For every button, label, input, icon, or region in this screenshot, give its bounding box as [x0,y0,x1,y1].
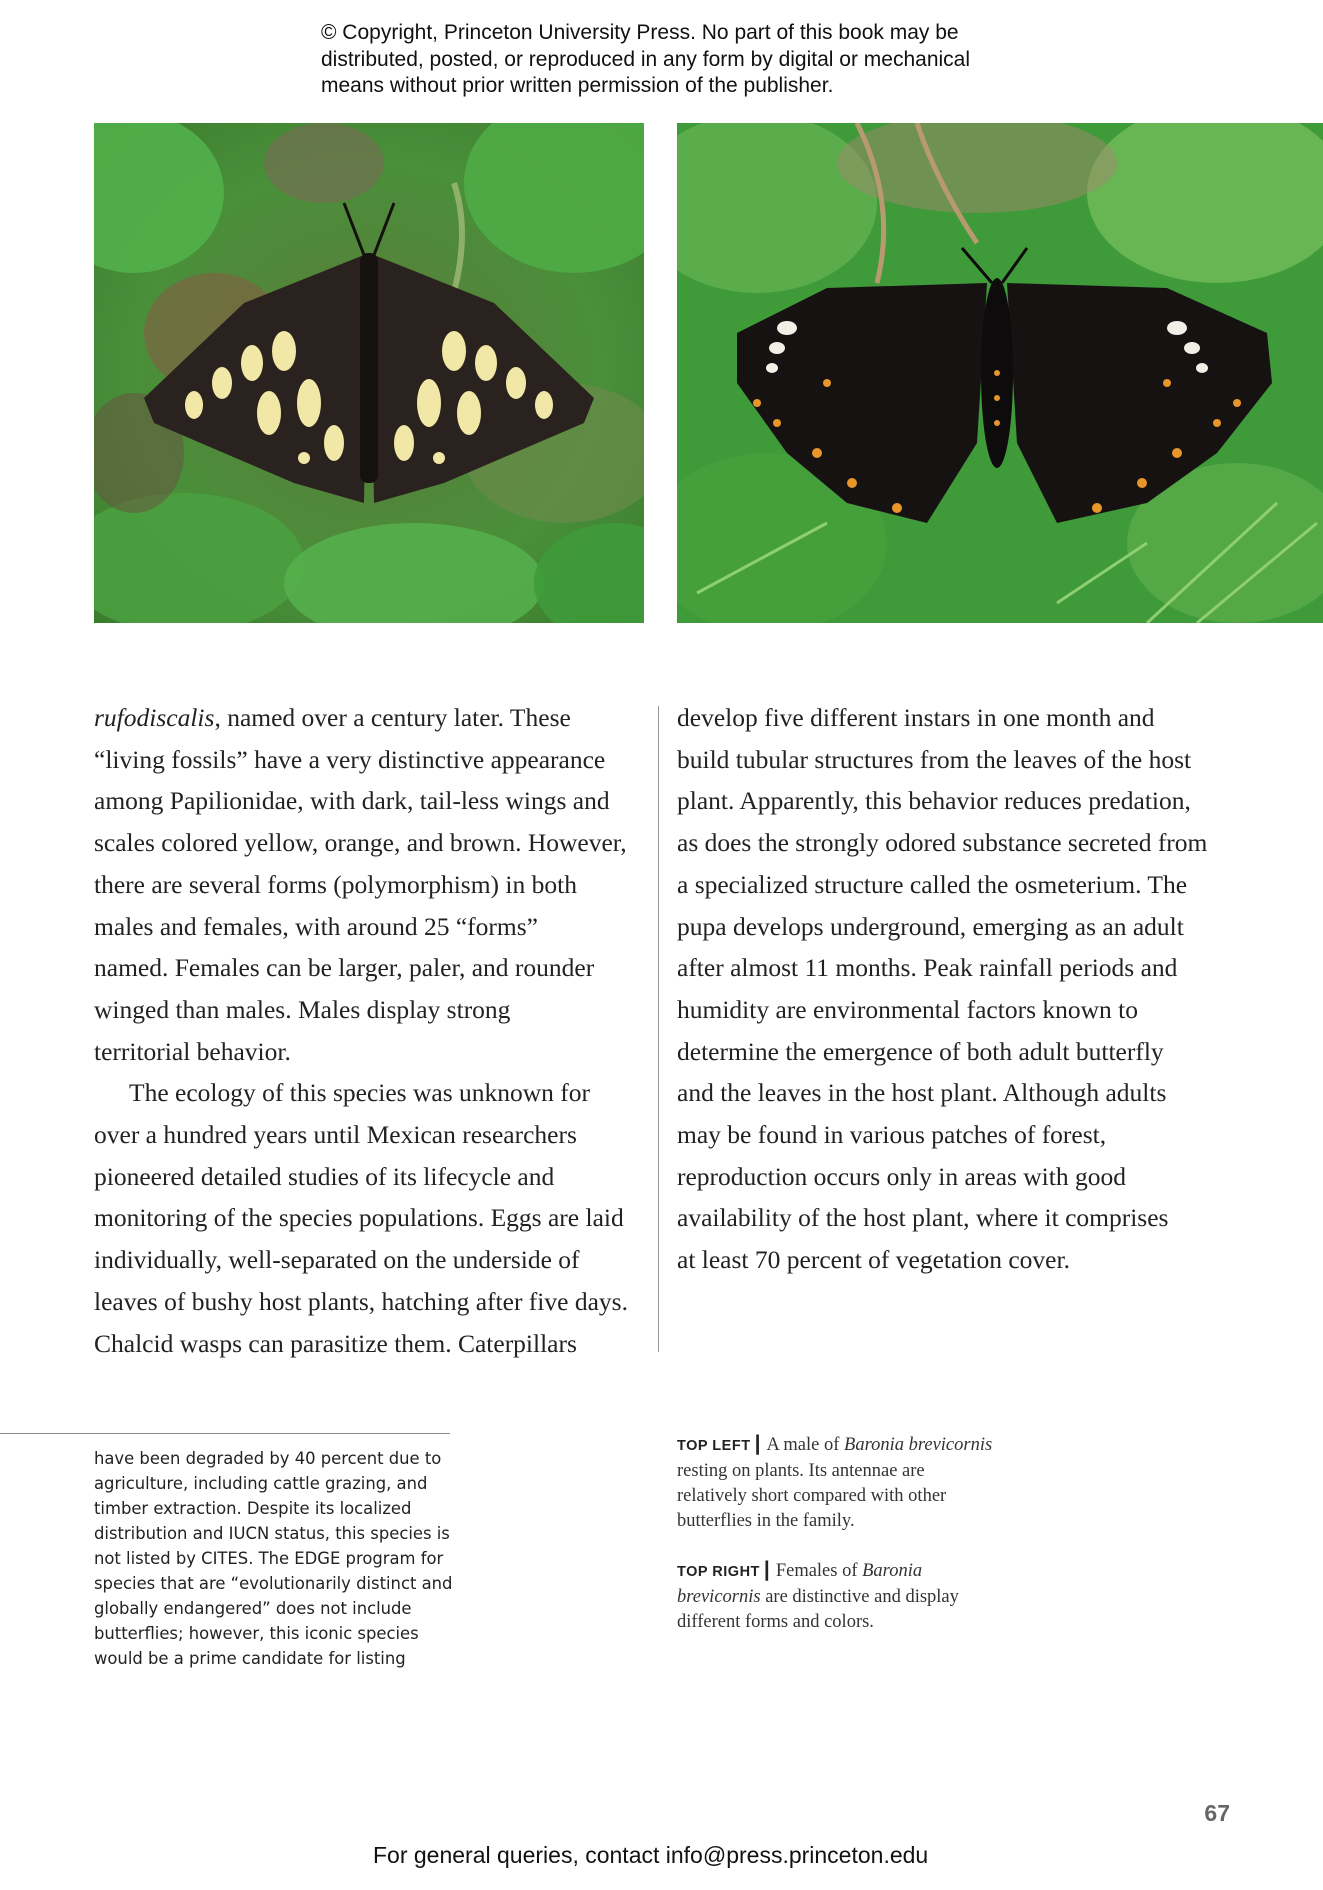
sidebar-line: not listed by CITES. The EDGE program for [94,1549,444,1568]
text-line: leaves of bushy host plants, hatching after five days. [94,1286,628,1316]
text-line: after almost 11 months. Peak rainfall periods and [677,953,1178,983]
text-line: pioneered detailed studies of its lifecycle and [94,1161,555,1191]
column-divider [658,706,659,1352]
sidebar-line: butterflies; however, this iconic species [94,1624,419,1643]
text-line: availability of the host plant, where it comprises [677,1203,1169,1233]
caption-first-line: TOP LEFT | A male of Baronia brevicornis [677,1432,993,1455]
text-line: The ecology of this species was unknown for [129,1078,591,1108]
species-name: Baronia brevicornis [844,1435,993,1455]
caption-first-line: TOP RIGHT | Females of Baronia [677,1558,923,1581]
text-line: individually, well-separated on the underside of [94,1245,580,1275]
text-line: there are several forms (polymorphism) in both [94,869,577,899]
species-name: Baronia [862,1561,923,1581]
page-number: 67 [1204,1800,1230,1826]
text-line: territorial behavior. [94,1036,291,1066]
body-right-column [677,697,1257,1281]
text-line: pupa develops underground, emerging as an adult [677,911,1184,941]
caption-line: brevicornis are distinctive and display [677,1587,959,1607]
species-name: rufodiscalis [94,703,215,732]
text-line: and the leaves in the host plant. Although adults [677,1078,1167,1108]
photo-male-butterfly [94,123,644,623]
text-line: “living fossils” have a very distinctive appearance [94,744,606,774]
text-line: humidity are environmental factors known to [677,994,1139,1024]
caption-top-left [677,1431,1057,1534]
sidebar-text [94,1446,454,1671]
text-line: determine the emergence of both adult butterfly [677,1036,1164,1066]
text-line: monitoring of the species populations. Eggs are laid [94,1203,624,1233]
body-left-column [94,697,654,1364]
text-line: scales colored yellow, orange, and brown. However, [94,828,627,858]
species-name: brevicornis [677,1587,761,1607]
text-line: plant. Apparently, this behavior reduces predation, [677,786,1191,816]
text-line: among Papilionidae, with dark, tail-less wings and [94,786,610,816]
footer-contact: For general queries, contact info@press.princeton.edu [373,1842,929,1868]
photo-female-butterfly [677,123,1323,623]
caption-line: resting on plants. Its antennae are [677,1461,925,1481]
caption-line: different forms and colors. [677,1612,874,1632]
text-line: rufodiscalis, named over a century later. These [94,703,571,732]
caption-separator: | [754,1432,761,1455]
text-line: Chalcid wasps can parasitize them. Caterpillars [94,1328,577,1358]
sidebar-line: have been degraded by 40 percent due to [94,1449,442,1468]
sidebar-line: species that are “evolutionarily distinct and [94,1574,453,1593]
text-line: reproduction occurs only in areas with good [677,1161,1126,1191]
text-line: winged than males. Males display strong [94,994,511,1024]
copyright-line: distributed, posted, or reproduced in any form by digital or mechanical [321,47,971,71]
sidebar-line: timber extraction. Despite its localized [94,1499,412,1518]
sidebar-line: distribution and IUCN status, this species is [94,1524,450,1543]
caption-top-right [677,1557,1057,1635]
text-line: as does the strongly odored substance secreted from [677,828,1208,858]
text-line: may be found in various patches of forest, [677,1120,1107,1150]
caption-line: butterflies in the family. [677,1511,855,1531]
caption-label: TOP RIGHT [677,1564,760,1580]
text-line: build tubular structures from the leaves of the host [677,744,1192,774]
caption-line: relatively short compared with other [677,1486,947,1506]
copyright-line: © Copyright, Princeton University Press. No part of this book may be [321,21,959,44]
text-line: named. Females can be larger, paler, and rounder [94,953,595,983]
text-line: develop five different instars in one month and [677,703,1155,732]
sidebar-line: agriculture, including cattle grazing, and [94,1474,428,1493]
caption-separator: | [763,1558,770,1581]
sidebar-line: globally endangered” does not include [94,1599,412,1618]
text-line: at least 70 percent of vegetation cover. [677,1245,1070,1275]
text-line: males and females, with around 25 “forms” [94,911,538,941]
caption-label: TOP LEFT [677,1438,751,1454]
sidebar-line: would be a prime candidate for listing [94,1649,406,1668]
copyright-line: means without prior written permission of the publisher. [321,74,834,97]
copyright-notice [321,20,1081,100]
sidebar-rule [0,1433,450,1434]
text-line: a specialized structure called the osmeterium. The [677,869,1188,899]
text-line: over a hundred years until Mexican researchers [94,1120,577,1150]
